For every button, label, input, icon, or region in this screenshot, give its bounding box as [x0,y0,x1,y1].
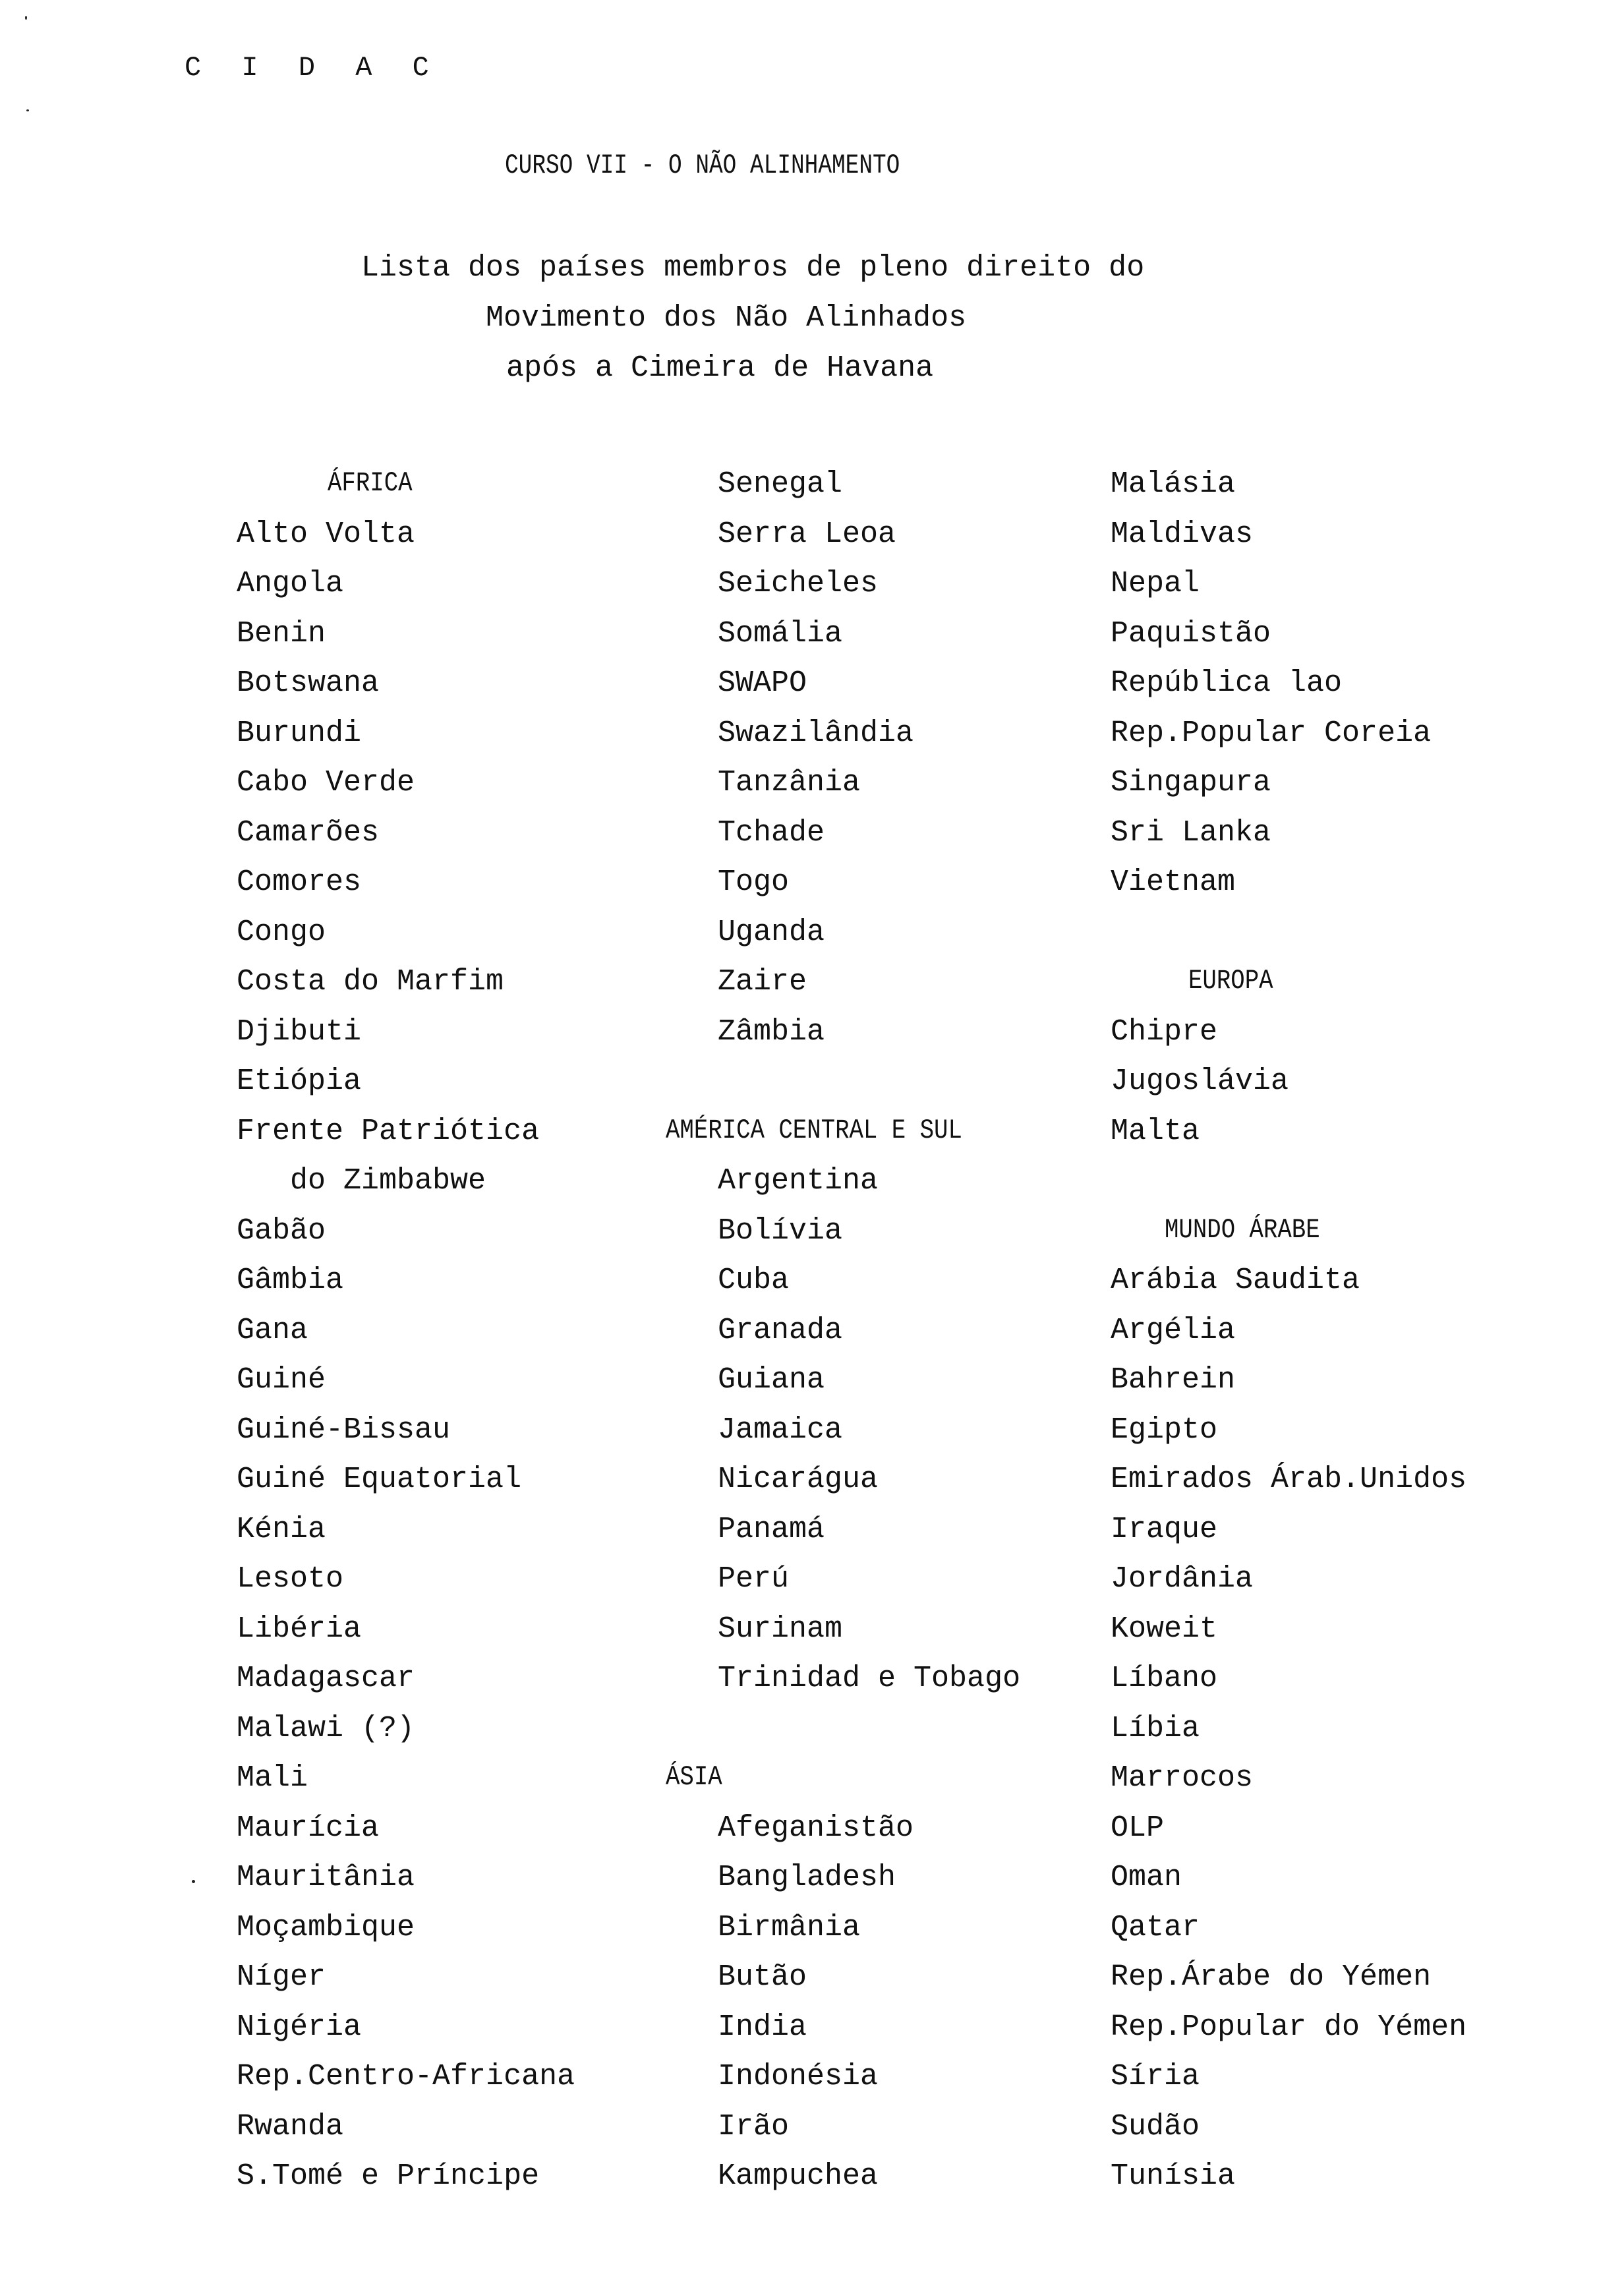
country-item: Gabão [237,1213,326,1248]
country-item: Guiné-Bissau [237,1413,451,1447]
country-item: Surinam [718,1612,843,1646]
country-item: Guiana [718,1363,825,1397]
country-item: Tunísia [1111,2159,1236,2193]
country-item: Zaire [718,965,807,999]
country-item: Bangladesh [718,1861,896,1894]
country-item: Nicarágua [718,1463,879,1496]
country-item: SWAPO [718,666,807,700]
country-item: Sri Lanka [1111,815,1271,850]
country-item: Botswana [237,666,380,700]
country-item: Comores [237,865,362,899]
country-item: Seicheles [718,567,879,600]
country-item: Rep.Árabe do Yémen [1111,1960,1432,1994]
region-heading: ÁFRICA [328,467,413,499]
country-item: Irão [718,2109,790,2144]
country-item: Malta [1111,1114,1200,1148]
country-item: Birmânia [718,1910,861,1944]
country-item: Guiné Equatorial [237,1463,522,1496]
country-item: Alto Volta [237,517,415,551]
country-item: Argentina [718,1164,879,1198]
country-item: Djibuti [237,1014,362,1049]
country-item: Nigéria [237,2010,362,2044]
course-title: CURSO VII - O NÃO ALINHAMENTO [505,150,900,181]
region-heading: ÁSIA [666,1761,722,1793]
country-item: Mali [237,1761,308,1795]
country-item: Uganda [718,915,825,949]
country-item: Maurícia [237,1811,380,1845]
country-item: Rep.Centro-Africana [237,2060,575,2093]
stray-mark [192,1880,195,1883]
country-item: Arábia Saudita [1111,1264,1360,1297]
country-item: Paquistão [1111,616,1271,651]
country-item: Nepal [1111,567,1200,600]
country-item: Senegal [718,467,843,501]
country-item: Afeganistão [718,1811,914,1845]
country-item: Madagascar [237,1662,415,1695]
subtitle-line-3: após a Cimeira de Havana [506,351,934,385]
country-item: República lao [1111,666,1343,700]
country-item: Somália [718,616,843,651]
region-heading: EUROPA [1188,965,1273,997]
country-item: Etiópia [237,1065,362,1098]
country-item: Marrocos [1111,1761,1254,1795]
country-item: Qatar [1111,1910,1200,1944]
country-item: Singapura [1111,766,1271,800]
country-item: Síria [1111,2060,1200,2093]
country-item: Jamaica [718,1413,843,1447]
country-item: Tchade [718,815,825,850]
country-item: Mauritânia [237,1861,415,1894]
country-item: Serra Leoa [718,517,896,551]
country-item: Iraque [1111,1512,1218,1546]
country-item: Chipre [1111,1014,1218,1049]
country-item: Rep.Popular Coreia [1111,716,1432,750]
country-item: India [718,2010,807,2044]
country-item: Perú [718,1562,790,1596]
country-item: Emirados Árab.Unidos [1111,1463,1467,1496]
country-item: Swazilândia [718,716,914,750]
country-item: Lesoto [237,1562,344,1596]
subtitle-line-2: Movimento dos Não Alinhados [486,301,967,335]
country-item: Oman [1111,1861,1182,1894]
stray-mark [25,16,27,20]
region-heading: AMÉRICA CENTRAL E SUL [666,1114,962,1146]
country-item: Egipto [1111,1413,1218,1447]
country-item: Malawi (?) [237,1711,415,1745]
country-item: Kénia [237,1512,326,1546]
country-item: Butão [718,1960,807,1994]
country-item: Gâmbia [237,1264,344,1297]
country-item: Indonésia [718,2060,879,2093]
country-item: do Zimbabwe [290,1164,486,1198]
country-item: Burundi [237,716,362,750]
country-item: Congo [237,915,326,949]
country-item: Frente Patriótica [237,1114,540,1148]
country-item: Líbia [1111,1711,1200,1745]
country-item: OLP [1111,1811,1165,1845]
organization-name: C I D A C [185,52,441,84]
country-item: Maldivas [1111,517,1254,551]
country-item: Cuba [718,1264,790,1297]
country-item: Granada [718,1313,843,1347]
country-item: Argélia [1111,1313,1236,1347]
country-item: Koweit [1111,1612,1218,1646]
country-item: Malásia [1111,467,1236,501]
country-item: Jugoslávia [1111,1065,1289,1098]
country-item: Tanzânia [718,766,861,800]
country-item: Cabo Verde [237,766,415,800]
country-item: Rwanda [237,2109,344,2144]
country-item: Guiné [237,1363,326,1397]
country-item: Rep.Popular do Yémen [1111,2010,1467,2044]
country-item: Gana [237,1313,308,1347]
country-item: Bolívia [718,1213,843,1248]
country-item: Angola [237,567,344,600]
country-item: Panamá [718,1512,825,1546]
country-item: Sudão [1111,2109,1200,2144]
country-item: Líbano [1111,1662,1218,1695]
country-item: Trinidad e Tobago [718,1662,1021,1695]
country-item: Vietnam [1111,865,1236,899]
country-item: Camarões [237,815,380,850]
region-heading: MUNDO ÁRABE [1165,1213,1320,1246]
country-item: Togo [718,865,790,899]
country-item: S.Tomé e Príncipe [237,2159,540,2193]
subtitle-line-1: Lista dos países membros de pleno direito do [361,251,1145,285]
stray-mark [26,109,29,111]
country-item: Benin [237,616,326,651]
country-item: Moçambique [237,1910,415,1944]
country-item: Níger [237,1960,326,1994]
country-item: Jordânia [1111,1562,1254,1596]
country-item: Kampuchea [718,2159,879,2193]
country-item: Bahrein [1111,1363,1236,1397]
country-item: Libéria [237,1612,362,1646]
country-item: Zâmbia [718,1014,825,1049]
country-item: Costa do Marfim [237,965,504,999]
